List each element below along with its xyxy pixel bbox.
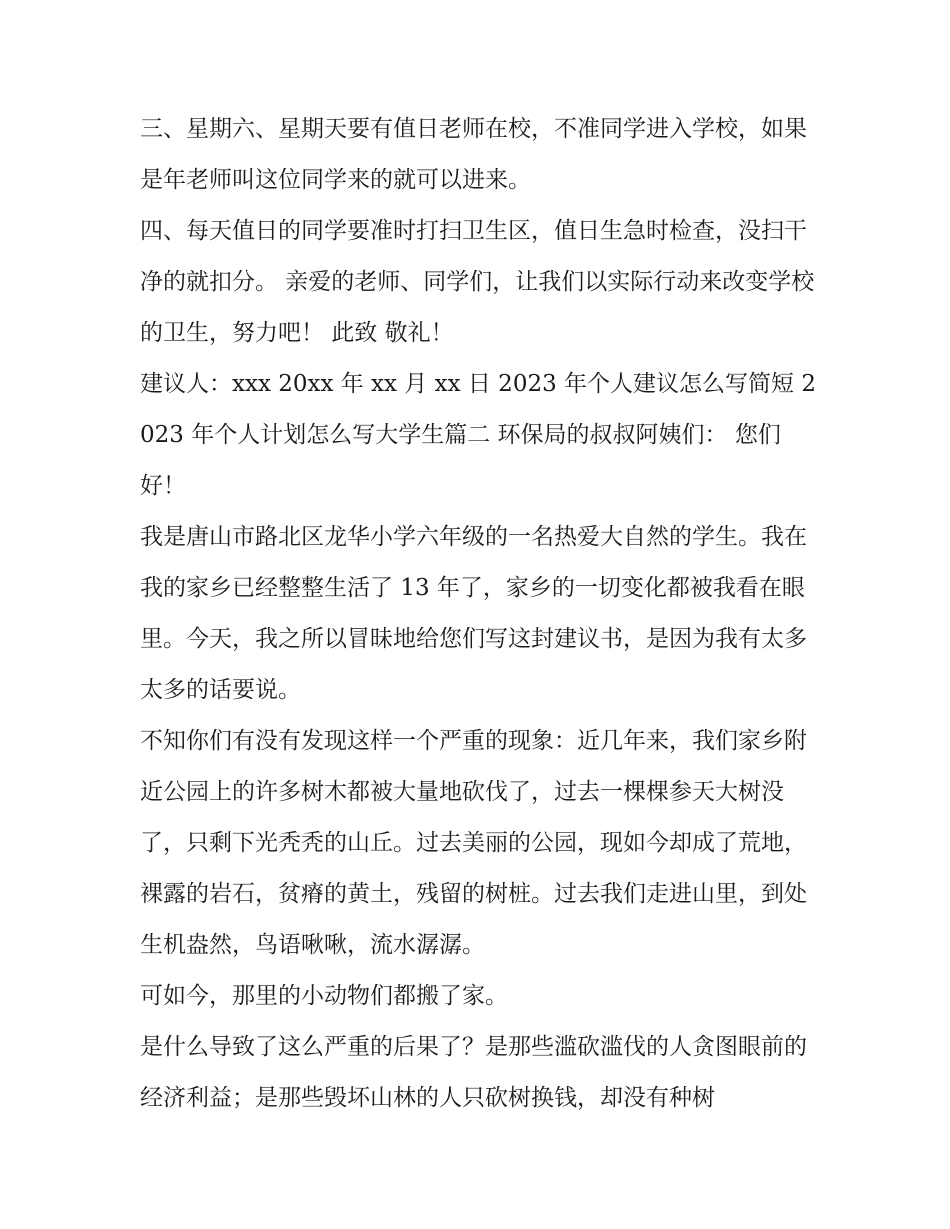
- paragraph-student-intro: 我是唐山市路北区龙华小学六年级的一名热爱大自然的学生。我在我的家乡已经整整生活了 13 年了，家乡的一切变化都被我看在眼里。今天，我之所以冒昧地给您们写这封建议书，是因为我有太多太多的话要说。: [140, 524, 807, 703]
- paragraph-duty-cleaning: 四、每天值日的同学要准时打扫卫生区，值日生急时检查，没扫干净的就扣分。 亲爱的老师、同学们，让我们以实际行动来改变学校的卫生，努力吧！ 此致 敬礼！: [140, 218, 815, 346]
- paragraph-causes: 是什么导致了这么严重的后果了？是那些滥砍滥伐的人贪图眼前的经济利益；是那些毁坏山林的人只砍树换钱，却没有种树: [140, 1034, 807, 1111]
- paragraph-deforestation: 不知你们有没有发现这样一个严重的现象：近几年来，我们家乡附近公园上的许多树木都被大量地砍伐了，过去一棵棵参天大树没了，只剩下光秃秃的山丘。过去美丽的公园，现如今却成了荒地，裸露的岩石，贫瘠的黄土，残留的树桩。过去我们走进山里，到处生机盎然，鸟语啾啾，流水潺潺。: [140, 728, 807, 958]
- paragraph-animals-moved: 可如今，那里的小动物们都搬了家。: [140, 983, 508, 1009]
- paragraph-signature-heading: 建议人：xxx 20xx 年 xx 月 xx 日 2023 年个人建议怎么写简短 2023 年个人计划怎么写大学生篇二 环保局的叔叔阿姨们： 您们好！: [140, 371, 816, 499]
- paragraph-school-weekend-rule: 三、星期六、星期天要有值日老师在校，不准同学进入学校，如果是年老师叫这位同学来的就可以进来。: [140, 116, 807, 193]
- document-body: [140, 104, 820, 1124]
